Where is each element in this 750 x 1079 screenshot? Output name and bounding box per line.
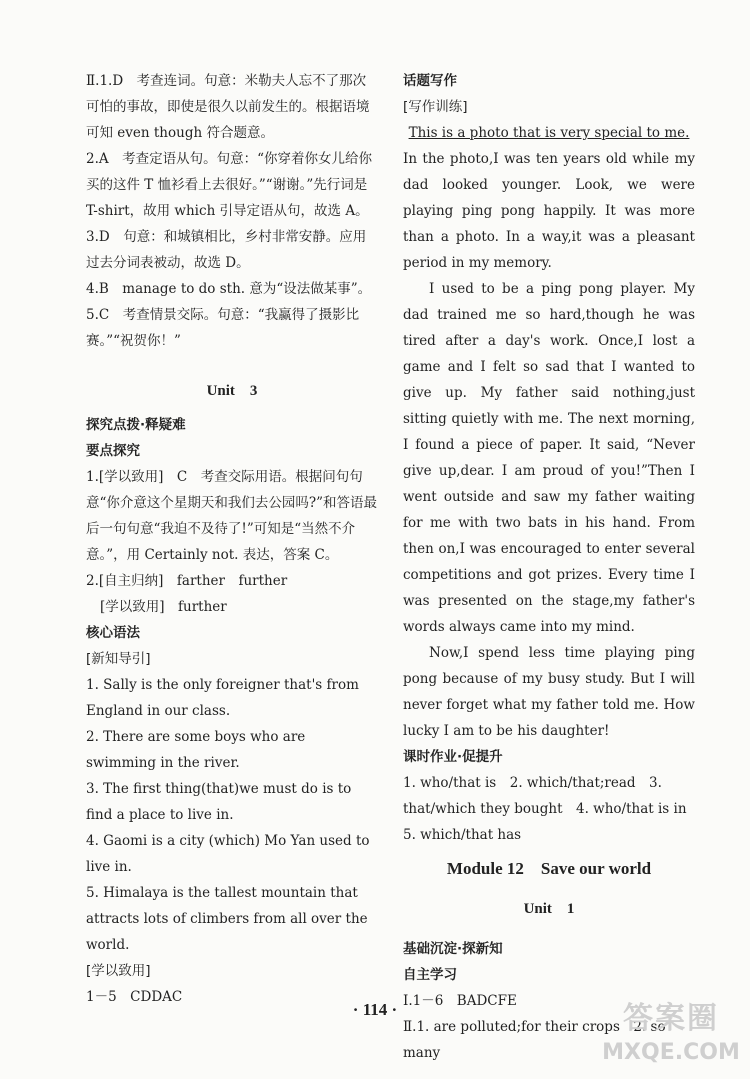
essay-title: This is a photo that is very special to me. (408, 125, 690, 141)
section-heading: 基础沉淀·探新知 (403, 941, 503, 957)
example-sentence: 1. Sally is the only foreigner that's from England in our class. (86, 677, 359, 719)
watermark-logo (596, 999, 746, 1075)
essay-paragraph: In the photo,I was ten years old while my dad looked younger. Look, we were playing ping pong happily. It was more than a photo. In a way,it was a pleasant period in my memory. (403, 151, 695, 271)
essay-paragraph: I used to be a ping pong player. My dad trained me so hard,though he was tired after a day's work. Once,I lost a game and I felt so sad that I wanted to give up. My father said nothing,just sitting quietly with me. The next morning, I found a piece of paper. It said, “Never give up,dear. I am proud of you!”Then I went outside and saw my father waiting for me with two bats in his hand. From then on,I was encouraged to enter several competitions and got prizes. Every time I was presented on the stage,my father's words always came into my mind. (403, 281, 695, 635)
point-paragraph: 2.[自主归纳] farther further (86, 573, 288, 589)
essay-paragraph: Now,I spend less time playing ping pong because of my busy study. But I will never forget what my father told me. How lucky I am to be his daughter! (403, 645, 695, 739)
example-sentence: 4. Gaomi is a city (which) Mo Yan used to live in. (86, 833, 370, 875)
example-sentence: 3. The first thing(that)we must do is to find a place to live in. (86, 781, 352, 823)
module-title: Module 12 Save our world (446, 859, 652, 878)
answer-item: Ⅱ.1.D 考查连词。句意：米勒夫人忘不了那次可怕的事故，即使是很久以前发生的。根据语境可知 even though 符合题意。 (86, 73, 370, 141)
answer-line: Ⅱ.1. are polluted;for their crops 2. so many (403, 1019, 666, 1061)
answer-item: 5.C 考查情景交际。句意：“我赢得了摄影比赛。”“祝贺你！” (86, 307, 360, 349)
page-number: · 114 · (352, 1000, 398, 1019)
homework-line: 5. which/that has (403, 827, 522, 843)
answer-line: 1－5 CDDAC (86, 989, 183, 1005)
right-column (403, 68, 695, 1066)
sub-heading: 要点探究 (86, 443, 140, 459)
section-heading: 探究点拨·释疑难 (86, 417, 186, 433)
left-column (86, 68, 378, 1010)
example-sentence: 5. Himalaya is the tallest mountain that attracts lots of climbers from all over the world. (86, 885, 368, 953)
sub-heading: 核心语法 (86, 625, 140, 641)
answer-item: 4.B manage to do sth. 意为“设法做某事”。 (86, 281, 372, 297)
unit-title: Unit 1 (523, 901, 575, 917)
spacer (86, 354, 378, 368)
point-paragraph: 1.[学以致用] C 考查交际用语。根据问句句意“你介意这个星期天和我们去公园吗?”和答语最后一句句意“我迫不及待了!”可知是“当然不介意。”，用 Certainly not. 表达，答案 C。 (86, 469, 378, 563)
sub-heading: 自主学习 (403, 967, 457, 983)
bracket-label: [写作训练] (403, 99, 468, 115)
topic-heading: 话题写作 (403, 73, 457, 89)
homework-line: 1. who/that is 2. which/that;read 3. that/which they bought 4. who/that is in (403, 775, 687, 817)
bracket-label: [新知导引] (86, 651, 151, 667)
point-paragraph: [学以致用] further (100, 599, 227, 615)
watermark-url: MXQE.COM (602, 1040, 740, 1065)
answer-item: 3.D 句意：和城镇相比，乡村非常安静。应用过去分词表被动，故选 D。 (86, 229, 367, 271)
example-sentence: 2. There are some boys who are swimming in the river. (86, 729, 306, 771)
answer-line: Ⅰ.1－6 BADCFE (403, 993, 517, 1009)
watermark-text: 答案圈 (623, 1001, 719, 1036)
unit-title: Unit 3 (206, 383, 258, 399)
bracket-label: [学以致用] (86, 963, 151, 979)
homework-heading: 课时作业·促提升 (403, 749, 503, 765)
answer-item: 2.A 考查定语从句。句意：“你穿着你女儿给你买的这件 T 恤衫看上去很好。”“谢谢。”先行词是 T-shirt，故用 which 引导定语从句，故选 A。 (86, 151, 373, 219)
